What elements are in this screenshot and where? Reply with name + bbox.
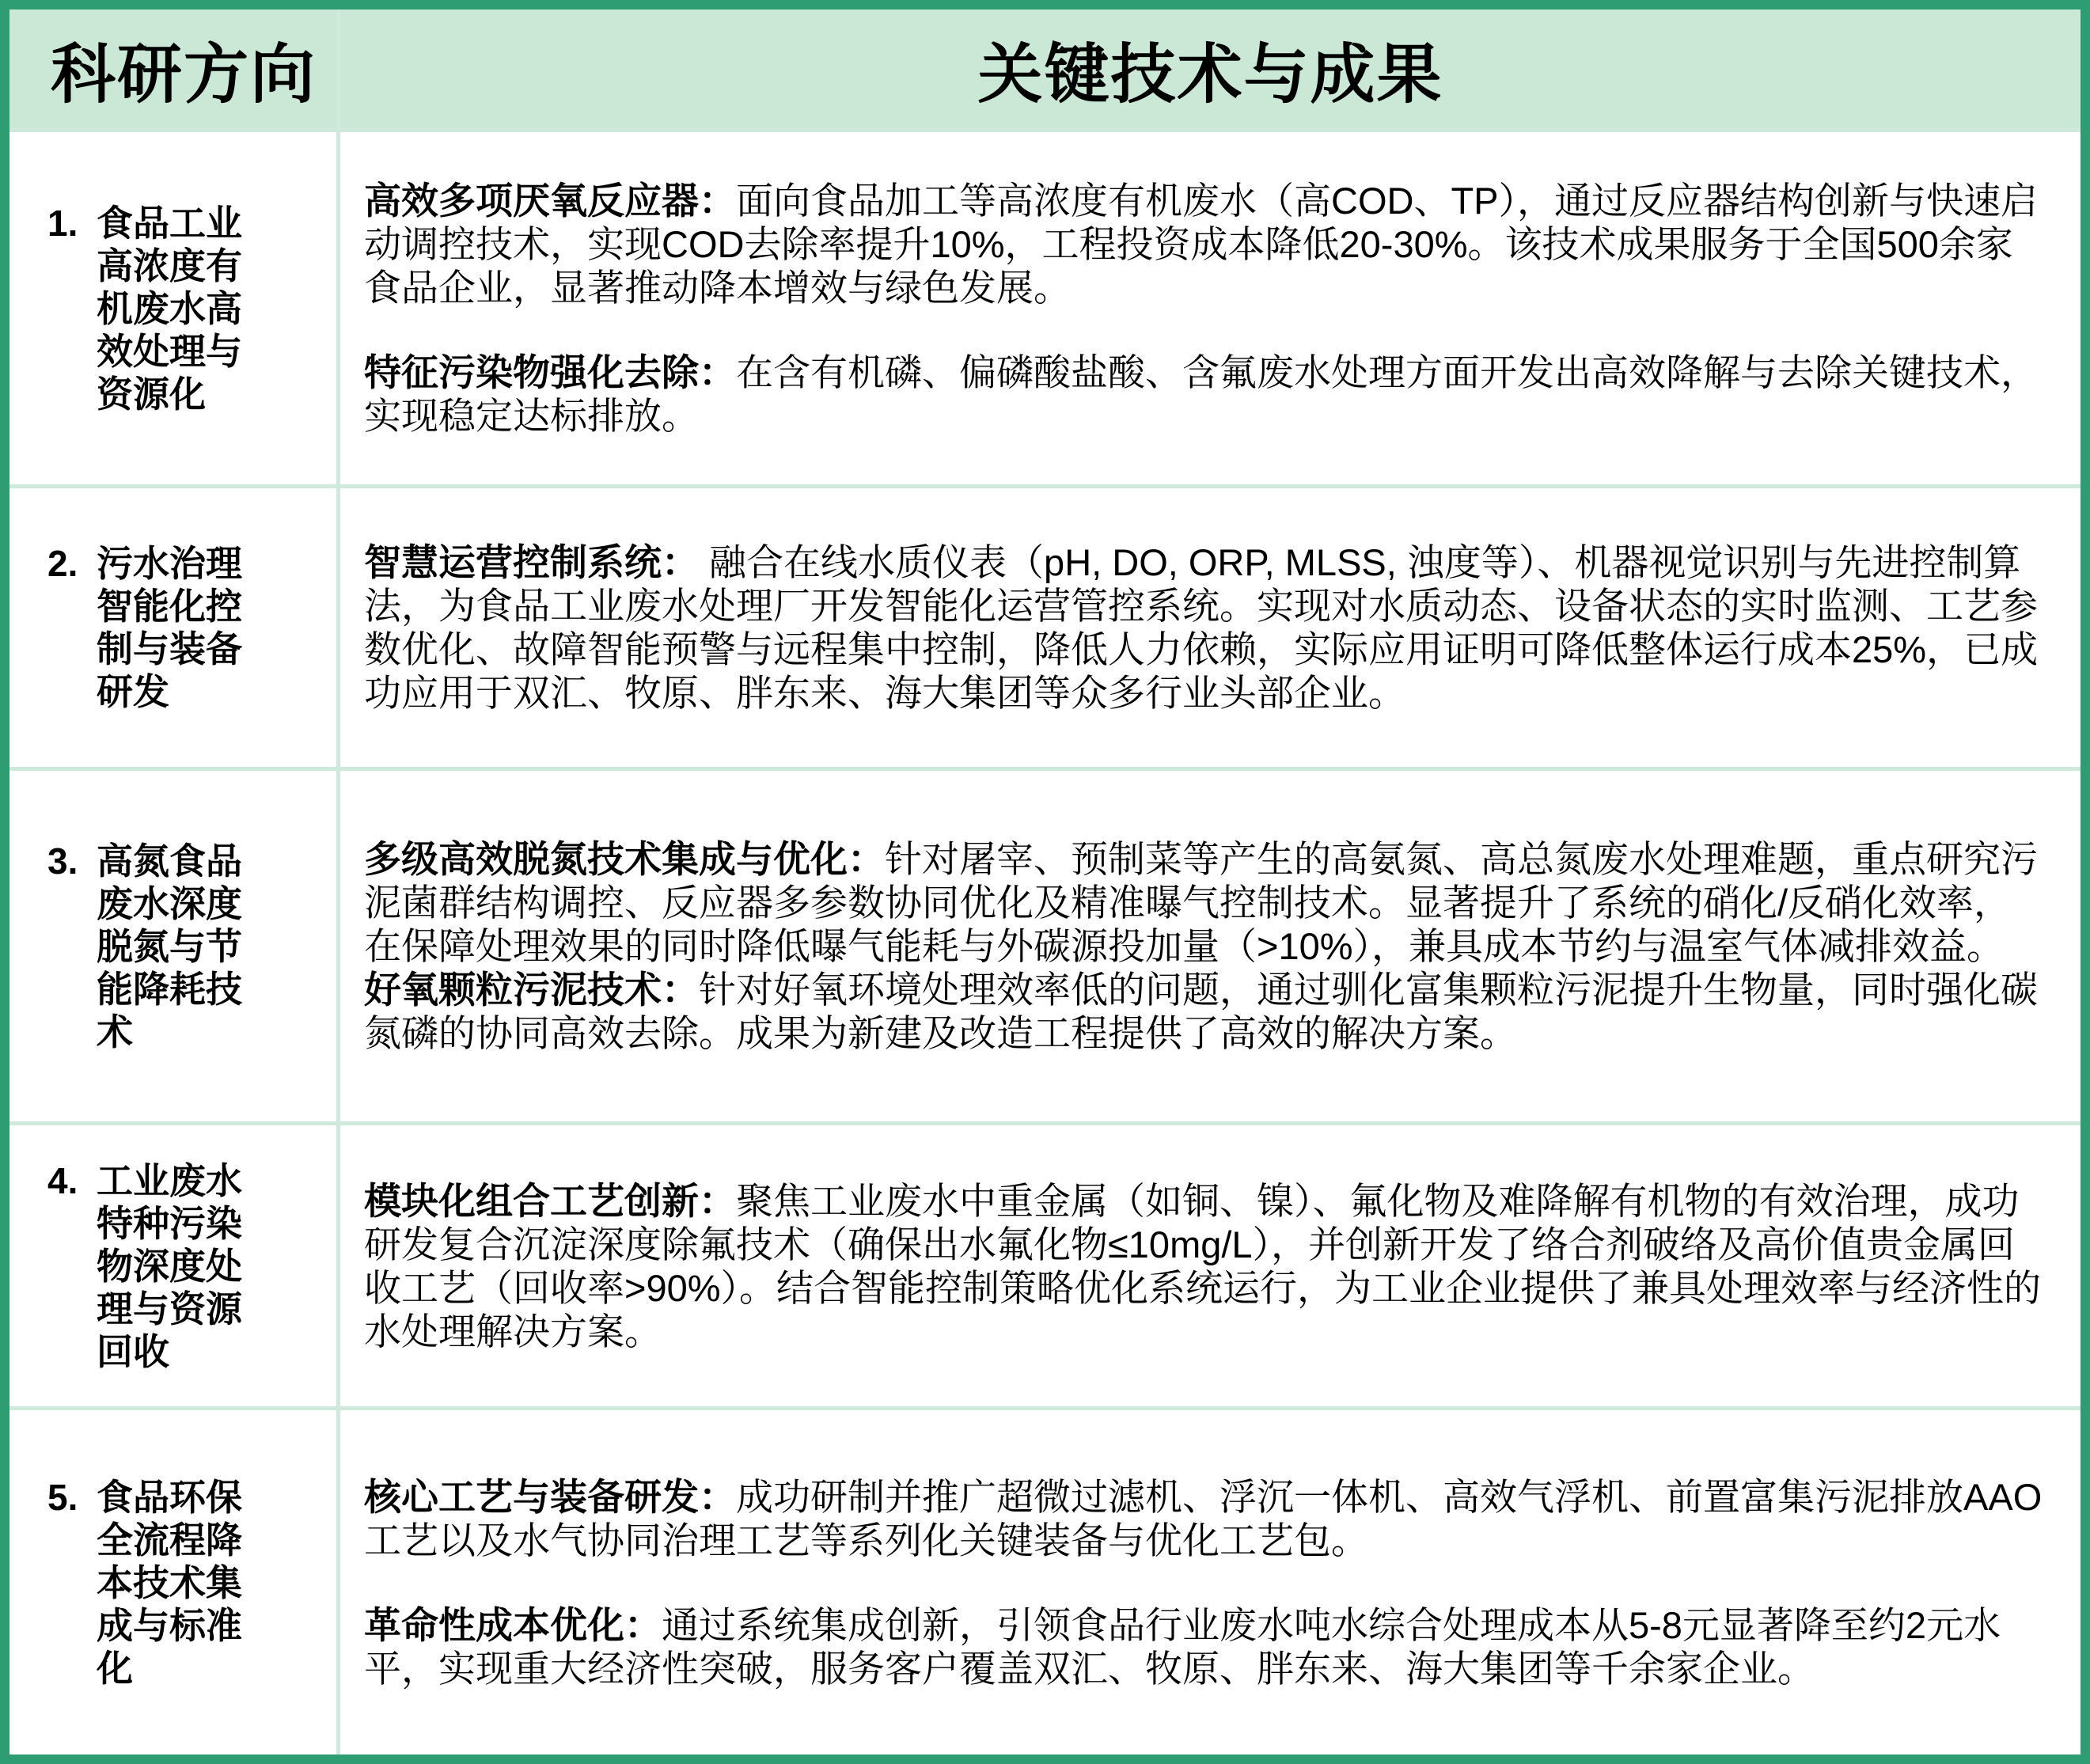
tech-paragraph-4-1 — [364, 1179, 2043, 1353]
direction-item-1 — [47, 202, 255, 415]
direction-cell-5 — [9, 1410, 336, 1755]
direction-cell-1 — [9, 132, 336, 484]
tech-cell-5 — [340, 1410, 2081, 1755]
tech-title-5-2: 革命性成本优化： — [364, 1603, 662, 1646]
direction-text-2: 污水治理智能化控制与装备研发 — [97, 543, 242, 712]
tech-paragraph-1-1 — [364, 179, 2043, 309]
direction-number-3: 3. — [47, 840, 78, 882]
tech-cell-3 — [340, 771, 2081, 1121]
tech-title-3-2: 好氧颗粒污泥技术： — [364, 969, 699, 1011]
tech-title-4-1: 模块化组合工艺创新： — [364, 1179, 736, 1222]
direction-number-4: 4. — [47, 1159, 78, 1201]
header-research-direction-label: 科研方向 — [51, 38, 317, 111]
direction-cell-4 — [9, 1125, 336, 1406]
header-research-direction — [9, 9, 336, 128]
direction-item-5 — [47, 1476, 255, 1690]
direction-number-2: 2. — [47, 543, 78, 584]
tech-body-1-1: 面向食品加工等高浓度有机废水（高COD、TP），通过反应器结构创新与快速启动调控技术，实现COD去除率提升10%，工程投资成本降低20-30%。该技术成果服务于全国500余家食品企业，显著推动降本增效与绿色发展。 — [364, 180, 2038, 309]
tech-body-5-1: 成功研制并推广超微过滤机、浮沉一体机、高效气浮机、前置富集污泥排放AAO工艺以及水气协同治理工艺等系列化关键装备与优化工艺包。 — [364, 1475, 2043, 1561]
tech-paragraph-5-2 — [364, 1603, 2043, 1690]
tech-title-1-2: 特征污染物强化去除： — [364, 351, 736, 393]
direction-text-5: 食品环保全流程降本技术集成与标准化 — [97, 1476, 242, 1689]
tech-paragraph-5-1 — [364, 1475, 2043, 1562]
research-table — [9, 9, 2081, 1755]
tech-title-2-1: 智慧运营控制系统： — [364, 541, 699, 583]
direction-text-3: 高氮食品废水深度脱氮与节能降耗技术 — [97, 840, 242, 1053]
tech-cell-4 — [340, 1125, 2081, 1406]
tech-body-5-2: 通过系统集成创新，引领食品行业废水吨水综合处理成本从5-8元显著降至约2元水平，实现重大经济性突破，服务客户覆盖双汇、牧原、胖东来、海大集团等千余家企业。 — [364, 1603, 2001, 1690]
direction-text-4: 工业废水特种污染物深度处理与资源回收 — [97, 1159, 242, 1372]
tech-paragraph-3-1 — [364, 837, 2043, 968]
tech-cell-2 — [340, 488, 2081, 767]
tech-body-3-2: 针对好氧环境处理效率低的问题，通过驯化富集颗粒污泥提升生物量，同时强化碳氮磷的协同高效去除。成果为新建及改造工程提供了高效的解决方案。 — [364, 969, 2038, 1054]
tech-body-3-1: 针对屠宰、预制菜等产生的高氨氮、高总氮废水处理难题，重点研究污泥菌群结构调控、反应器多参数协同优化及精准曝气控制技术。显著提升了系统的硝化/反硝化效率，在保障处理效果的同时降低曝气能耗与外碳源投加量（>10%），兼具成本节约与温室气体减排效益。 — [364, 838, 2038, 967]
tech-body-2-1: 融合在线水质仪表（pH, DO, ORP, MLSS, 浊度等）、机器视觉识别与先进控制算法，为食品工业废水处理厂开发智能化运营管控系统。实现对水质动态、设备状态的实时监测、工艺参数优化、故障智能预警与远程集中控制，降低人力依赖，实际应用证明可降低整体运行成本25%，已成功应用于双汇、牧原、胖东来、海大集团等众多行业头部企业。 — [364, 541, 2039, 714]
tech-title-1-1: 高效多项厌氧反应器： — [364, 180, 736, 222]
tech-paragraph-3-2 — [364, 968, 2043, 1055]
direction-cell-3 — [9, 771, 336, 1121]
header-key-tech — [340, 9, 2081, 128]
tech-title-3-1: 多级高效脱氮技术集成与优化： — [364, 838, 885, 880]
tech-body-1-2: 在含有机磷、偏磷酸盐酸、含氟废水处理方面开发出高效降解与去除关键技术，实现稳定达标排放。 — [364, 351, 2038, 437]
direction-item-3 — [47, 840, 255, 1053]
header-key-tech-label: 关键技术与成果 — [977, 38, 1443, 111]
tech-body-4-1: 聚焦工业废水中重金属（如铜、镍）、氟化物及难降解有机物的有效治理，成功研发复合沉淀深度除氟技术（确保出水氟化物≤10mg/L），并创新开发了络合剂破络及高价值贵金属回收工艺（回收率>90%）。结合智能控制策略优化系统运行，为工业企业提供了兼具处理效率与经济性的水处理解决方案。 — [364, 1179, 2042, 1352]
tech-title-5-1: 核心工艺与装备研发： — [364, 1475, 736, 1518]
direction-item-2 — [47, 542, 255, 713]
direction-number-1: 1. — [47, 202, 78, 244]
direction-text-1: 食品工业高浓度有机废水高效处理与资源化 — [97, 202, 242, 415]
tech-cell-1 — [340, 132, 2081, 484]
direction-item-4 — [47, 1159, 255, 1373]
direction-cell-2 — [9, 488, 336, 767]
tech-paragraph-1-2 — [364, 351, 2043, 438]
tech-paragraph-2-1 — [364, 541, 2043, 715]
direction-number-5: 5. — [47, 1476, 78, 1518]
